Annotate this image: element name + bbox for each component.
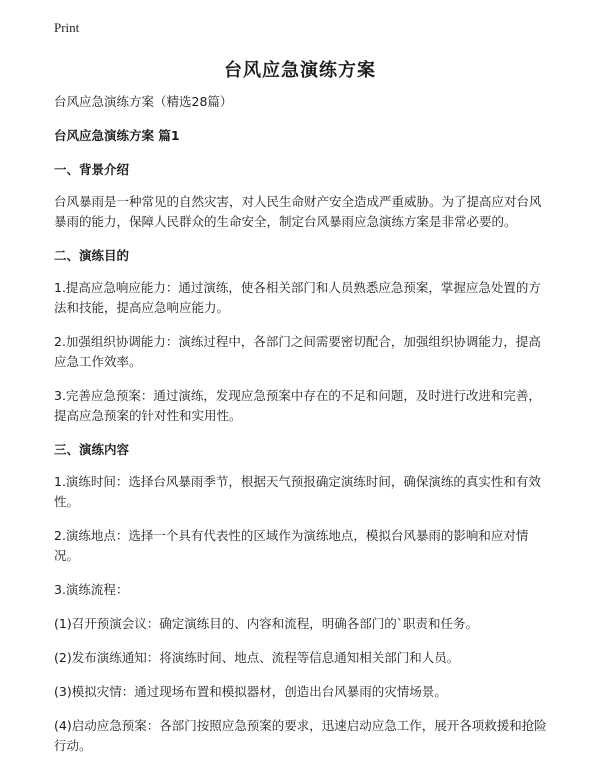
paragraph: (4)启动应急预案：各部门按照应急预案的要求，迅速启动应急工作，展开各项救援和抢险行动。 xyxy=(54,718,547,753)
paragraph: (2)发布演练通知：将演练时间、地点、流程等信息通知相关部门和人员。 xyxy=(54,650,460,665)
section-heading-purpose: 二、演练目的 xyxy=(54,248,130,263)
paragraph: 3.演练流程： xyxy=(54,582,129,597)
section-heading-content: 三、演练内容 xyxy=(54,442,130,457)
paragraph: 2.演练地点：选择一个具有代表性的区域作为演练地点，模拟台风暴雨的影响和应对情况。 xyxy=(54,528,529,563)
print-link[interactable]: Print xyxy=(54,20,80,35)
paragraph: 1.演练时间：选择台风暴雨季节，根据天气预报确定演练时间，确保演练的真实性和有效性。 xyxy=(54,474,541,509)
section-heading-background: 一、背景介绍 xyxy=(54,162,130,177)
paragraph: 3.完善应急预案：通过演练，发现应急预案中存在的不足和问题，及时进行改进和完善，提高应急预案的针对性和实用性。 xyxy=(54,388,541,423)
document-subtitle: 台风应急演练方案（精选28篇） xyxy=(54,94,233,109)
paragraph: (1)召开预演会议：确定演练目的、内容和流程，明确各部门的`职责和任务。 xyxy=(54,616,478,631)
paragraph: (3)模拟灾情：通过现场布置和模拟器材，创造出台风暴雨的灾情场景。 xyxy=(54,684,447,699)
paragraph: 2.加强组织协调能力：演练过程中，各部门之间需要密切配合，加强组织协调能力，提高应急工作效率。 xyxy=(54,334,541,369)
document-title: 台风应急演练方案 xyxy=(224,60,376,81)
document-body xyxy=(54,92,550,770)
paragraph: 台风暴雨是一种常见的自然灾害，对人民生命财产安全造成严重威胁。为了提高应对台风暴雨的能力，保障人民群众的生命安全，制定台风暴雨应急演练方案是非常必要的。 xyxy=(54,194,542,229)
chapter-title: 台风应急演练方案 篇1 xyxy=(54,128,180,143)
paragraph: 1.提高应急响应能力：通过演练，使各相关部门和人员熟悉应急预案，掌握应急处置的方法和技能，提高应急响应能力。 xyxy=(54,280,541,315)
